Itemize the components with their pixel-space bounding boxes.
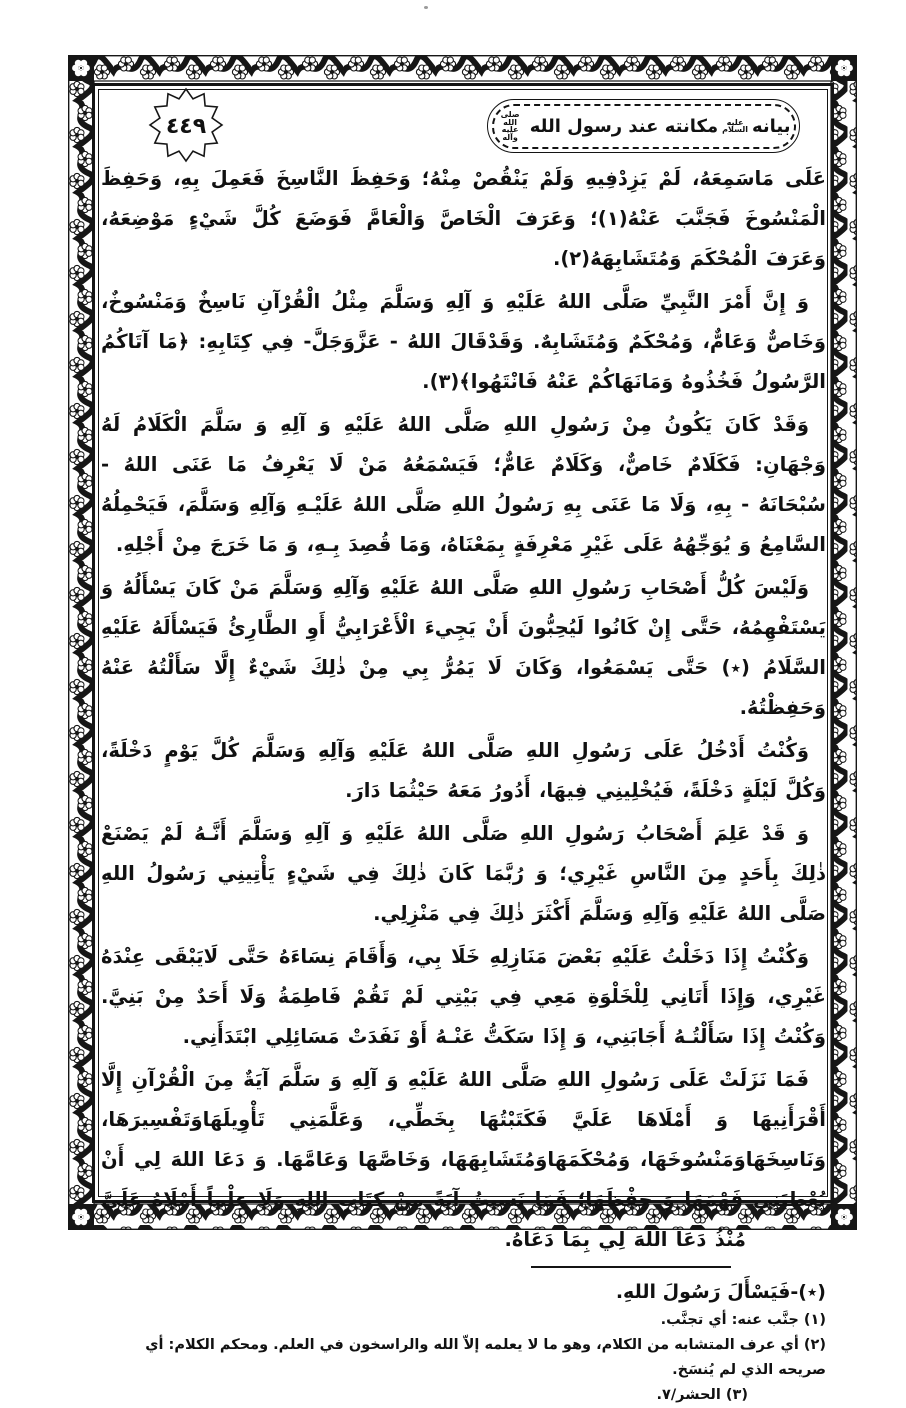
paragraph-8-last-line: مُنْذُ دَعَا اللهَ لِي بِمَا دَعَاهُ. — [504, 1228, 746, 1251]
page-frame — [68, 55, 857, 1403]
page-number-badge — [146, 85, 226, 165]
alayhis-salam-honorific: عليه السلام — [722, 117, 748, 134]
header-cartouche — [487, 99, 800, 153]
paragraph-2: وَ إِنَّ أَمْرَ النَّبِيِّ صَلَّى اللهُ عَلَيْهِ وَ آلِهِ وَسَلَّمَ مِثْلُ الْقُرْآنِ نَاسِخٌ وَمَنْسُوخٌ، وَخَاصٌّ وَعَامٌّ، وَمُحْكَمٌ وَمُتَشَابِهٌ. وَقَدْقَالَ اللهُ - عَزَّوَجَلَّ- فِي كِتَابِهِ: ﴿مَا آتَاكُمُ الرَّسُولُ فَخُذُوهُ وَمَانَهَاكُمْ عَنْهُ فَانْتَهُوا﴾(٣). — [101, 290, 826, 393]
footnote-star: (٭)-فَيَسْأَلَ رَسُولَ اللهِ. — [615, 1281, 826, 1303]
paragraph-3: وَقَدْ كَانَ يَكُونُ مِنْ رَسُولِ اللهِ صَلَّى اللهُ عَلَيْهِ وَ آلِهِ وَ سَلَّمَ الْكَلَامُ لَهُ وَجْهَانِ: فَكَلَامٌ خَاصٌّ، وَكَلَامٌ عَامٌّ؛ فَيَسْمَعُهُ مَنْ لَا يَعْرِفُ مَا عَنَى اللهُ - سُبْحَانَهُ - بِهِ، وَلَا مَا عَنَى بِهِ رَسُولُ اللهِ صَلَّى اللهُ عَلَيْـهِ وَآلِهِ وَسَلَّمَ، فَيَحْمِلُهُ السَّامِعُ وَ يُوَجِّهُهُ عَلَى غَيْرِ مَعْرِفَةٍ بِمَعْنَاهُ، وَمَا قُصِدَ بِـهِ، وَ مَا خَرَجَ مِنْ أَجْلِهِ. — [101, 413, 826, 556]
paragraph-6: وَ قَدْ عَلِمَ أَصْحَابُ رَسُولِ اللهِ صَلَّى اللهُ عَلَيْهِ وَ آلِهِ وَسَلَّمَ أَنَّـهُ لَمْ يَصْنَعْ ذٰلِكَ بِأَحَدٍ مِنَ النَّاسِ غَيْرِي؛ وَ رُبَّمَا كَانَ ذٰلِكَ فِي شَيْءٍ يَأْتِينِي رَسُولُ اللهِ صَلَّى اللهُ عَلَيْهِ وَآلِهِ وَسَلَّمَ أَكْثَرَ ذٰلِكَ فِي مَنْزِلِي. — [101, 822, 826, 925]
paragraph-1: عَلَى مَاسَمِعَهُ، لَمْ يَزِدْفِيهِ وَلَمْ يَنْقُصْ مِنْهُ؛ وَحَفِظَ النَّاسِخَ فَعَمِلَ بِهِ، وَحَفِظَ الْمَنْسُوخَ فَجَنَّبَ عَنْهُ(١)؛ وَعَرَفَ الْخَاصَّ وَالْعَامَّ فَوَضَعَ كُلَّ شَيْءٍ مَوْضِعَهُ، وَعَرَفَ الْمُحْكَمَ وَمُتَشَابِهَهُ(٢). — [101, 167, 826, 270]
paragraph-8: فَمَا نَزَلَتْ عَلَى رَسُولِ اللهِ صَلَّى اللهُ عَلَيْهِ وَ آلِهِ وَ سَلَّمَ آيَةٌ مِنَ الْقُرْآنِ إِلَّا أَقْرَأَنِيهَا وَ أَمْلَاهَا عَلَيَّ فَكَتَبْتُهَا بِخَطِّي، وَعَلَّمَنِي تَأْوِيلَهَاوَتَفْسِيرَهَا، وَنَاسِخَهَاوَمَنْسُوخَهَا، وَمُحْكَمَهَاوَمُتَشَابِهَهَا، وَخَاصَّهَا وَعَامَّهَا. وَ دَعَا اللهَ لِي أَنْ يُعْطِيَنِي فَهْمَهَا وَ حِفْظَهَا؛ فَمَا نَسِيتُ آيَةً مِنْ كِتَابِ اللهِ وَلَا عِلْماً أَمْلَاهُ عَلَيَّ — [101, 1068, 826, 1211]
paragraph-4: وَلَيْسَ كُلُّ أَصْحَابِ رَسُولِ اللهِ صَلَّى اللهُ عَلَيْهِ وَآلِهِ وَسَلَّمَ مَنْ كَانَ يَسْأَلُهُ وَ يَسْتَفْهِمُهُ، حَتَّى إِنْ كَانُوا لَيُحِبُّونَ أَنْ يَجِيءَ الْأَعْرَابِيُّ أَوِ الطَّارِئُ فَيَسْأَلَهُ عَلَيْهِ السَّلَامُ (٭) حَتَّى يَسْمَعُوا، وَكَانَ لَا يَمُرُّ بِي مِنْ ذٰلِكَ شَيْءٌ إِلَّا سَأَلْتُهُ عَنْهُ وَحَفِظْتُهُ. — [101, 576, 826, 719]
title-text-middle: مكانته عند رسول الله — [529, 115, 719, 137]
footnote-separator — [531, 1266, 731, 1268]
chapter-title — [492, 104, 796, 149]
footnote-item-2: (٢) أي عرف المتشابه من الكلام، وهو ما لا يعلمه إلاّ الله والراسخون في العلم. ومحكم الكلام: أي صريحه الذي لم يُنسَخ. — [145, 1337, 826, 1378]
footnote-item-1: (١) جنَّب عنه: أي تجنَّب. — [660, 1312, 826, 1328]
scan-speck — [424, 6, 428, 9]
paragraph-5: وَكُنْتُ أَدْخُلُ عَلَى رَسُولِ اللهِ صَلَّى اللهُ عَلَيْهِ وَآلِهِ وَسَلَّمَ كُلَّ يَوْمٍ دَخْلَةً، وَكُلَّ لَيْلَةٍ دَخْلَةً، فَيُخْلِينِي فِيهَا، أَدُورُ مَعَهُ حَيْثُمَا دَارَ. — [101, 739, 826, 802]
page-number: ٤٤٩ — [165, 114, 207, 139]
footnotes-block — [101, 1260, 826, 1408]
sallallahu-honorific-icon: صلى الله عليه وآله — [500, 110, 520, 142]
body-text — [101, 159, 826, 1403]
title-text-start: بيانه — [751, 115, 791, 137]
paragraph-7: وَكُنْتُ إِذَا دَخَلْتُ عَلَيْهِ بَعْضَ مَنَازِلِهِ خَلَا بِي، وَأَقَامَ نِسَاءَهُ حَتَّى لَايَبْقَى عِنْدَهُ غَيْرِي، وَإِذَا أَتَانِي لِلْخَلْوَةِ مَعِي فِي بَيْتِي لَمْ تَقُمْ فَاطِمَةُ وَلَا أَحَدٌ مِنْ بَنِيَّ. وَكُنْتُ إِذَا سَأَلْتُـهُ أَجَابَنِي، وَ إِذَا سَكَتُّ عَنْـهُ أَوْ نَفَدَتْ مَسَائِلِي ابْتَدَأَنِي. — [101, 945, 826, 1048]
footnote-item-3: (٣) الحشر/٧. — [656, 1387, 748, 1403]
